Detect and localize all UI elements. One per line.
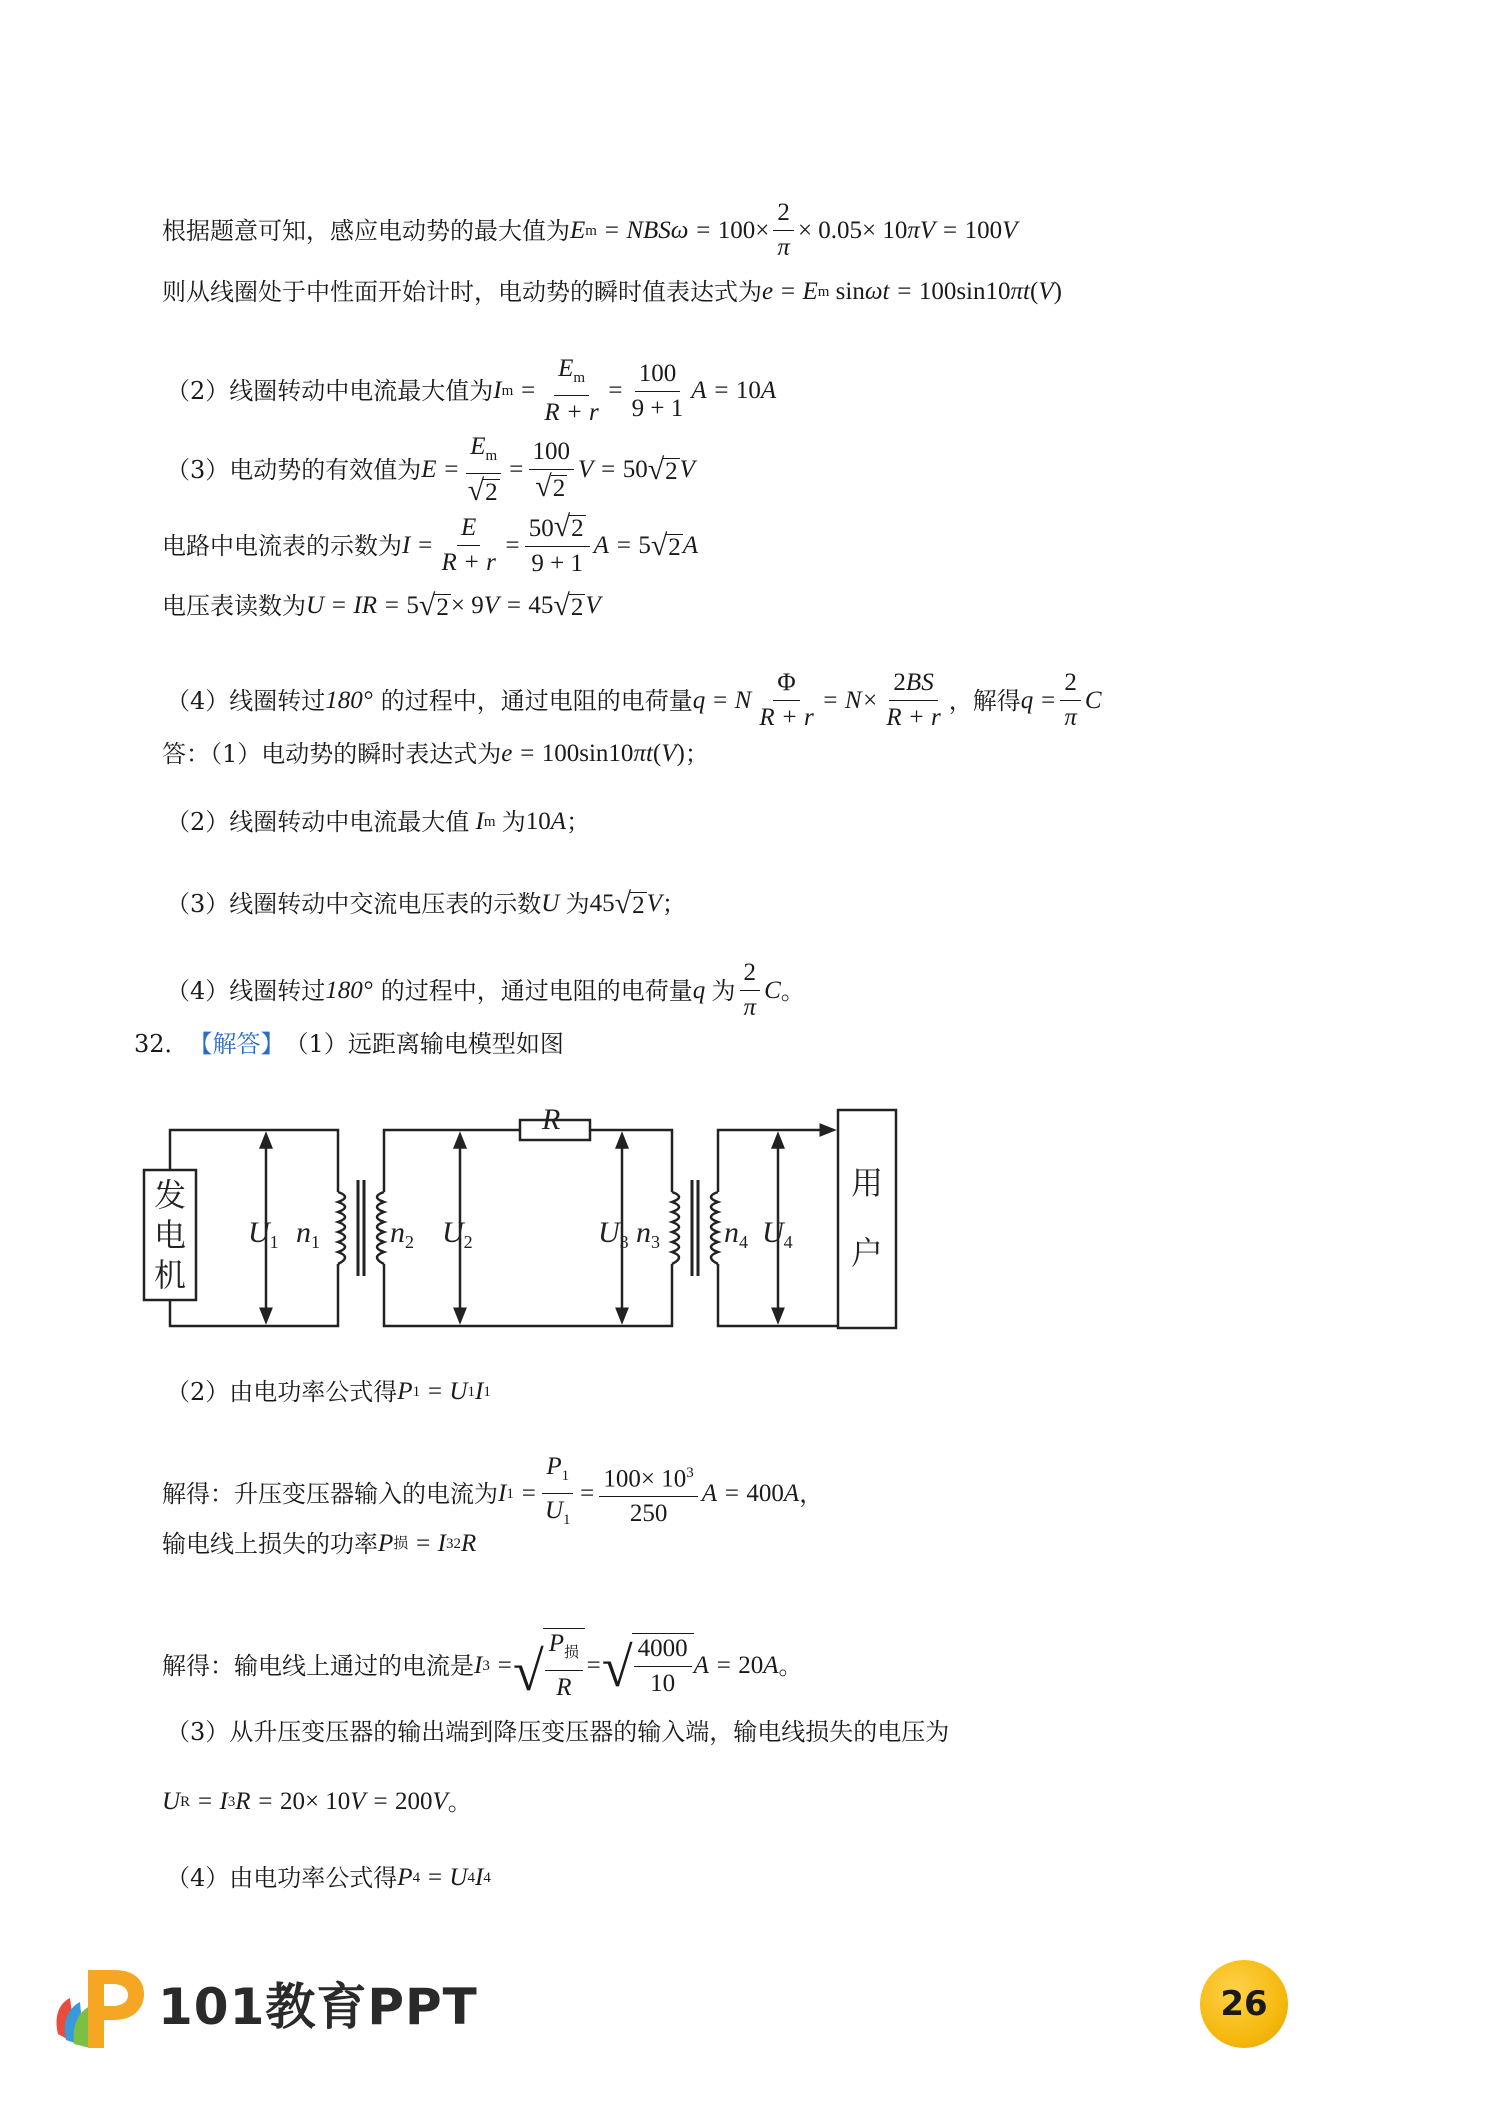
text: 解得：升压变压器输入的电流为 [162,1479,498,1508]
user-char-1: 用 [851,1164,884,1202]
line-answer-2 [166,806,590,838]
label-n2: $n_2$ [390,1216,414,1252]
text: 输电线上损失的功率 [162,1530,378,1558]
line-emax [162,198,1017,263]
formula-erms: E = $E_m$ √ 2 = 100 √ 2 V = 50 √ 2 V [421,433,695,507]
text: （4）由电功率公式得 [166,1864,398,1892]
text: 电压表读数为 [162,592,306,620]
text: ， [799,1479,824,1508]
text: 为 [565,890,590,918]
formula-voltmeter: U = IR = 5 √ 2 × 9 V = 45 √ 2 V [306,589,601,622]
wire [384,1130,520,1192]
line-voltage-loss [166,1716,949,1748]
formula-ammeter: I = $\frac{E}{R + r}$ = 50 √ 2 9 + 1 A = 5 √ 2 A [402,510,699,577]
text: （2）线圈转动中电流最大值 [166,808,470,836]
line-erms [166,432,695,508]
text: （1）远距离输电模型如图 [284,1030,564,1058]
line-answer-3 [166,888,686,920]
text: 的过程中，通过电阻的电荷量 [380,976,693,1005]
formula-imax: I m = $\frac{E_m}{R + r}$ = $\frac{100}{9 + 1}$ A = 10 A [493,355,777,426]
formula-emax: E m = NBSω = 100× $\frac{2}{\pi}$ × 0.05× 10 πV = 100 V [570,199,1018,261]
text: （2）由电功率公式得 [166,1378,398,1406]
text: 电路中电流表的示数为 [162,531,402,560]
page-number-badge [1200,1960,1288,2048]
text: 解得：输电线上通过的电流是 [162,1651,474,1680]
line-p4 [166,1862,491,1894]
text: 。 [447,1788,472,1816]
text: 根据题意可知，感应电动势的最大值为 [162,216,570,245]
formula-q-value: $\frac{2}{\pi}$ C [736,958,781,1023]
generator-char-1: 发 [154,1176,187,1214]
line-imax [166,354,776,428]
brand-name: 101教育PPT [158,1978,478,2036]
user-char-2: 户 [851,1234,884,1272]
label-U1: $U_1$ [248,1216,279,1252]
line-ammeter [162,512,698,579]
line-answer-4 [166,958,805,1023]
transmission-circuit-diagram [138,1108,920,1342]
line-answer-1 [162,738,709,770]
formula-45v: 45 √ 2 V [589,887,662,920]
line-i1 [162,1452,823,1535]
question-32 [134,1028,564,1060]
wire [590,1130,672,1192]
text: 的过程中，通过电阻的电荷量 [380,686,693,715]
label-U4: $U_4$ [762,1216,793,1252]
angle: 180° [325,976,373,1004]
answer-tag: 【解答】 [188,1030,285,1058]
page-number: 26 [1220,1984,1268,2024]
formula-i1: I 1 = $\frac{P_1}{U_1}$ = $\frac{100\times 10^3}{250}$ A = 400 A [498,1453,800,1528]
question-number: 32． [134,1030,189,1058]
generator-char-2: 电 [154,1216,187,1254]
formula-10a: 10 A [525,808,567,835]
text: （3）从升压变压器的输出端到降压变压器的输入端，输电线损失的电压为 [166,1718,950,1746]
coil-n4 [711,1192,718,1264]
text: （2）线圈转动中电流最大值为 [166,377,494,405]
line-p1 [166,1376,491,1408]
formula-ploss: P 损 = I 3 2 R [378,1530,477,1557]
wire [384,1264,672,1326]
text: ； [661,890,686,918]
formula-p4: P 4 = U 4 I 4 [397,1864,491,1891]
text: （4）线圈转过 [166,686,326,715]
formula-q: q = $\frac{2}{\pi}$ C [1020,669,1102,731]
coil-n3 [672,1192,679,1264]
text: 答：（1）电动势的瞬时表达式为 [162,740,502,768]
line-charge [166,668,1102,733]
label-U3: $U_3$ [598,1216,629,1252]
text: 。 [780,976,805,1005]
formula-ur: U R = I 3 R = 20× 10 V = 200 V [162,1788,448,1815]
formula-charge: q = N $\frac{\Phi}{R + r}$ = N× $\frac{2BS}{R + r}$ [692,669,941,731]
line-i3 [162,1628,803,1703]
formula-q-var: q [692,976,712,1004]
text: （3）线圈转动中交流电压表的示数 [166,890,542,918]
coil-n2 [377,1192,384,1264]
label-n1: $n_1$ [296,1216,320,1252]
formula-u: U [541,890,566,917]
coil-n1 [338,1192,345,1264]
formula-instant: e = E m sin ωt = 100sin10 πt ( V ) [762,278,1062,305]
formula-im: I m [469,808,496,835]
formula-answer-1: e = 100sin10 πt ( V ) [501,740,685,767]
label-R: R [542,1108,561,1136]
user-box [838,1110,896,1328]
text: 。 [778,1651,803,1680]
text: 则从线圈处于中性面开始计时，电动势的瞬时值表达式为 [162,278,762,306]
brand-logo-icon [48,1958,148,2054]
line-voltmeter [162,590,601,622]
formula-i3: I 3 = √ $\frac{P_损}{R}$ = √ $\frac{4000}{10}$ A = 20 A [474,1630,779,1703]
angle: 180° [325,686,373,714]
generator-char-3: 机 [154,1256,187,1294]
text: ； [684,740,709,768]
line-ur [162,1786,472,1818]
formula-p1: P 1 = U 1 I 1 [397,1378,491,1405]
label-n3: $n_3$ [636,1216,660,1252]
text: （3）电动势的有效值为 [166,456,422,484]
text: ； [566,808,591,836]
line-ploss [162,1528,476,1560]
label-n4: $n_4$ [724,1216,748,1252]
text: 为 [501,808,526,836]
label-U2: $U_2$ [442,1216,473,1252]
line-instant [162,276,1062,308]
wire [718,1130,828,1192]
text: ，解得 [948,686,1021,715]
text: 为 [711,976,736,1005]
text: （4）线圈转过 [166,976,326,1005]
